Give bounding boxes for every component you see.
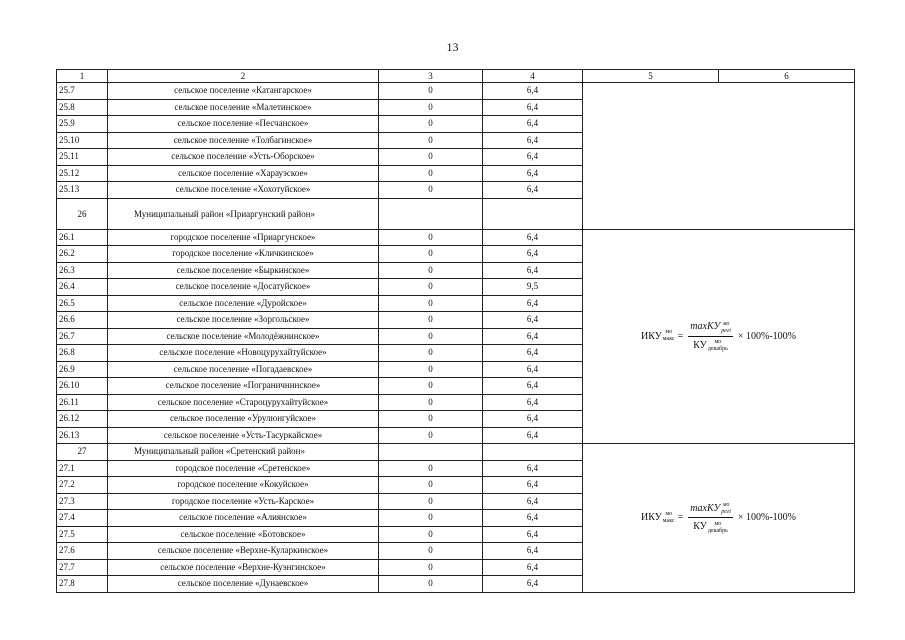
row-number: 27.2	[57, 477, 108, 494]
value-col4: 6,4	[483, 182, 583, 199]
settlement-name: сельское поселение «Зоргольское»	[108, 312, 379, 329]
formula-numerator	[688, 501, 733, 519]
header-cell: 2	[108, 70, 379, 83]
value-col3: 0	[379, 312, 483, 329]
row-number: 26.2	[57, 246, 108, 263]
formula-num-sub: регі	[721, 327, 731, 334]
value-col3: 0	[379, 99, 483, 116]
district-number: 27	[57, 444, 108, 461]
row-number: 27.3	[57, 493, 108, 510]
value-col4: 6,4	[483, 328, 583, 345]
formula-lhs-main: ИКУ	[641, 330, 662, 342]
value-col4: 6,4	[483, 510, 583, 527]
value-col3: 0	[379, 378, 483, 395]
formula-lhs-sup: мо	[665, 329, 673, 336]
settlement-name: сельское поселение «Алиянское»	[108, 510, 379, 527]
value-col4: 6,4	[483, 165, 583, 182]
formula-fraction	[688, 501, 733, 535]
value-col3: 0	[379, 477, 483, 494]
row-number: 26.4	[57, 279, 108, 296]
formula-eq: =	[677, 512, 684, 523]
value-col4: 6,4	[483, 559, 583, 576]
table-row	[57, 229, 855, 246]
table-row	[57, 83, 855, 100]
formula	[641, 501, 796, 535]
formula-den-sub: декабрь	[707, 346, 728, 353]
row-number: 25.7	[57, 83, 108, 100]
value-col3: 0	[379, 526, 483, 543]
value-col4: 6,4	[483, 493, 583, 510]
settlement-name: сельское поселение «Верхне-Куэнгинское»	[108, 559, 379, 576]
formula-lhs-index	[663, 329, 675, 343]
settlement-name: сельское поселение «Харауэское»	[108, 165, 379, 182]
value-col4: 6,4	[483, 246, 583, 263]
settlement-name: сельское поселение «Погадаевское»	[108, 361, 379, 378]
formula-den-main: КУ	[693, 521, 707, 533]
settlement-name: сельское поселение «Дунаевское»	[108, 576, 379, 593]
header-cell: 5	[583, 70, 719, 83]
formula-num-index	[721, 321, 731, 335]
merged-empty-cell	[583, 83, 855, 230]
formula-num-sup: мо	[722, 320, 730, 327]
settlement-name: городское поселение «Усть-Карское»	[108, 493, 379, 510]
value-col3: 0	[379, 543, 483, 560]
row-number: 27.5	[57, 526, 108, 543]
value-col3: 0	[379, 427, 483, 444]
row-number: 26.13	[57, 427, 108, 444]
value-col4: 6,4	[483, 460, 583, 477]
settlement-name: сельское поселение «Ботовское»	[108, 526, 379, 543]
row-number: 27.4	[57, 510, 108, 527]
value-col4: 6,4	[483, 295, 583, 312]
value-col3: 0	[379, 411, 483, 428]
value-col3: 0	[379, 83, 483, 100]
settlement-name: сельское поселение «Пограничнинское»	[108, 378, 379, 395]
formula-denominator	[693, 337, 728, 354]
value-col4: 6,4	[483, 229, 583, 246]
value-col3: 0	[379, 279, 483, 296]
value-col4: 6,4	[483, 116, 583, 133]
value-col4: 6,4	[483, 361, 583, 378]
empty-cell	[379, 198, 483, 229]
row-number: 26.5	[57, 295, 108, 312]
settlement-name: сельское поселение «Усть-Оборское»	[108, 149, 379, 166]
district-name: Муниципальный район «Приаргунский район»	[108, 198, 379, 229]
row-number: 27.1	[57, 460, 108, 477]
settlement-name: городское поселение «Сретенское»	[108, 460, 379, 477]
formula-den-sup: мо	[714, 520, 722, 527]
formula-num-main: maxКУ	[690, 321, 721, 333]
value-col4: 6,4	[483, 345, 583, 362]
formula-den-index	[708, 521, 728, 535]
row-number: 25.13	[57, 182, 108, 199]
formula-lhs-sub: макс	[662, 336, 675, 343]
value-col3: 0	[379, 328, 483, 345]
settlement-name: городское поселение «Приаргунское»	[108, 229, 379, 246]
formula-num-index	[721, 502, 731, 516]
value-col3: 0	[379, 394, 483, 411]
settlement-name: сельское поселение «Катангарское»	[108, 83, 379, 100]
value-col3: 0	[379, 246, 483, 263]
row-number: 27.6	[57, 543, 108, 560]
row-number: 26.6	[57, 312, 108, 329]
formula	[641, 319, 796, 353]
row-number: 26.9	[57, 361, 108, 378]
value-col3: 0	[379, 345, 483, 362]
value-col4: 6,4	[483, 312, 583, 329]
formula-lhs	[641, 329, 675, 345]
settlement-name: сельское поселение «Быркинское»	[108, 262, 379, 279]
value-col4: 6,4	[483, 526, 583, 543]
row-number: 26.8	[57, 345, 108, 362]
value-col3: 0	[379, 149, 483, 166]
value-col3: 0	[379, 510, 483, 527]
header-cell: 1	[57, 70, 108, 83]
value-col4: 6,4	[483, 427, 583, 444]
header-cell: 3	[379, 70, 483, 83]
row-number: 26.1	[57, 229, 108, 246]
formula-cell	[583, 444, 855, 593]
value-col4: 9,5	[483, 279, 583, 296]
formula-den-sub: декабрь	[707, 527, 728, 534]
value-col3: 0	[379, 576, 483, 593]
formula-den-sup: мо	[714, 339, 722, 346]
settlement-name: сельское поселение «Усть-Тасуркайское»	[108, 427, 379, 444]
row-number: 25.12	[57, 165, 108, 182]
settlement-name: городское поселение «Кокуйское»	[108, 477, 379, 494]
formula-lhs	[641, 510, 675, 526]
row-number: 25.10	[57, 132, 108, 149]
header-cell: 4	[483, 70, 583, 83]
settlement-name: сельское поселение «Досатуйское»	[108, 279, 379, 296]
value-col4: 6,4	[483, 378, 583, 395]
district-name: Муниципальный район «Сретенский район»	[108, 444, 379, 461]
settlement-name: сельское поселение «Дуройское»	[108, 295, 379, 312]
value-col4: 6,4	[483, 411, 583, 428]
formula-lhs-index	[663, 511, 675, 525]
settlement-name: сельское поселение «Малетинское»	[108, 99, 379, 116]
formula-tail: × 100%-100%	[737, 330, 796, 342]
empty-cell	[483, 444, 583, 461]
value-col3: 0	[379, 182, 483, 199]
row-number: 27.8	[57, 576, 108, 593]
value-col3: 0	[379, 262, 483, 279]
formula-numerator	[688, 319, 733, 337]
value-col4: 6,4	[483, 132, 583, 149]
header-cell: 6	[719, 70, 855, 83]
value-col3: 0	[379, 559, 483, 576]
value-col3: 0	[379, 460, 483, 477]
row-number: 25.9	[57, 116, 108, 133]
settlement-name: сельское поселение «Урулюнгуйское»	[108, 411, 379, 428]
header-row	[57, 70, 855, 83]
formula-den-index	[708, 339, 728, 353]
formula-tail: × 100%-100%	[737, 512, 796, 523]
row-number: 25.11	[57, 149, 108, 166]
settlement-name: сельское поселение «Новоцурухайтуйское»	[108, 345, 379, 362]
formula-lhs-sup: мо	[665, 510, 673, 517]
value-col4: 6,4	[483, 576, 583, 593]
value-col4: 6,4	[483, 477, 583, 494]
value-col3: 0	[379, 165, 483, 182]
row-number: 27.7	[57, 559, 108, 576]
row-number: 26.3	[57, 262, 108, 279]
row-number: 26.11	[57, 394, 108, 411]
row-number: 25.8	[57, 99, 108, 116]
formula-denominator	[693, 518, 728, 535]
value-col4: 6,4	[483, 394, 583, 411]
value-col3: 0	[379, 361, 483, 378]
district-row	[57, 444, 855, 461]
district-number: 26	[57, 198, 108, 229]
value-col3: 0	[379, 229, 483, 246]
settlement-name: сельское поселение «Песчанское»	[108, 116, 379, 133]
value-col4: 6,4	[483, 543, 583, 560]
formula-lhs-main: ИКУ	[641, 512, 662, 523]
row-number: 26.12	[57, 411, 108, 428]
formula-den-main: КУ	[693, 339, 707, 351]
value-col4: 6,4	[483, 99, 583, 116]
value-col4: 6,4	[483, 262, 583, 279]
data-table	[56, 69, 855, 593]
settlement-name: сельское поселение «Молодёжнинское»	[108, 328, 379, 345]
formula-cell	[583, 229, 855, 444]
settlement-name: сельское поселение «Хохотуйское»	[108, 182, 379, 199]
settlement-name: городское поселение «Кличкинское»	[108, 246, 379, 263]
value-col3: 0	[379, 116, 483, 133]
row-number: 26.7	[57, 328, 108, 345]
value-col4: 6,4	[483, 149, 583, 166]
value-col3: 0	[379, 132, 483, 149]
settlement-name: сельское поселение «Староцурухайтуйское»	[108, 394, 379, 411]
empty-cell	[379, 444, 483, 461]
formula-num-sup: мо	[722, 502, 730, 509]
page-number: 13	[446, 40, 459, 54]
formula-num-sub: регі	[721, 509, 731, 516]
empty-cell	[483, 198, 583, 229]
formula-lhs-sub: макс	[662, 517, 675, 524]
row-number: 26.10	[57, 378, 108, 395]
formula-fraction	[688, 319, 733, 353]
formula-eq: =	[677, 330, 684, 342]
value-col4: 6,4	[483, 83, 583, 100]
value-col3: 0	[379, 493, 483, 510]
settlement-name: сельское поселение «Верхне-Куларкинское»	[108, 543, 379, 560]
settlement-name: сельское поселение «Толбагинское»	[108, 132, 379, 149]
formula-num-main: maxКУ	[690, 502, 721, 514]
value-col3: 0	[379, 295, 483, 312]
